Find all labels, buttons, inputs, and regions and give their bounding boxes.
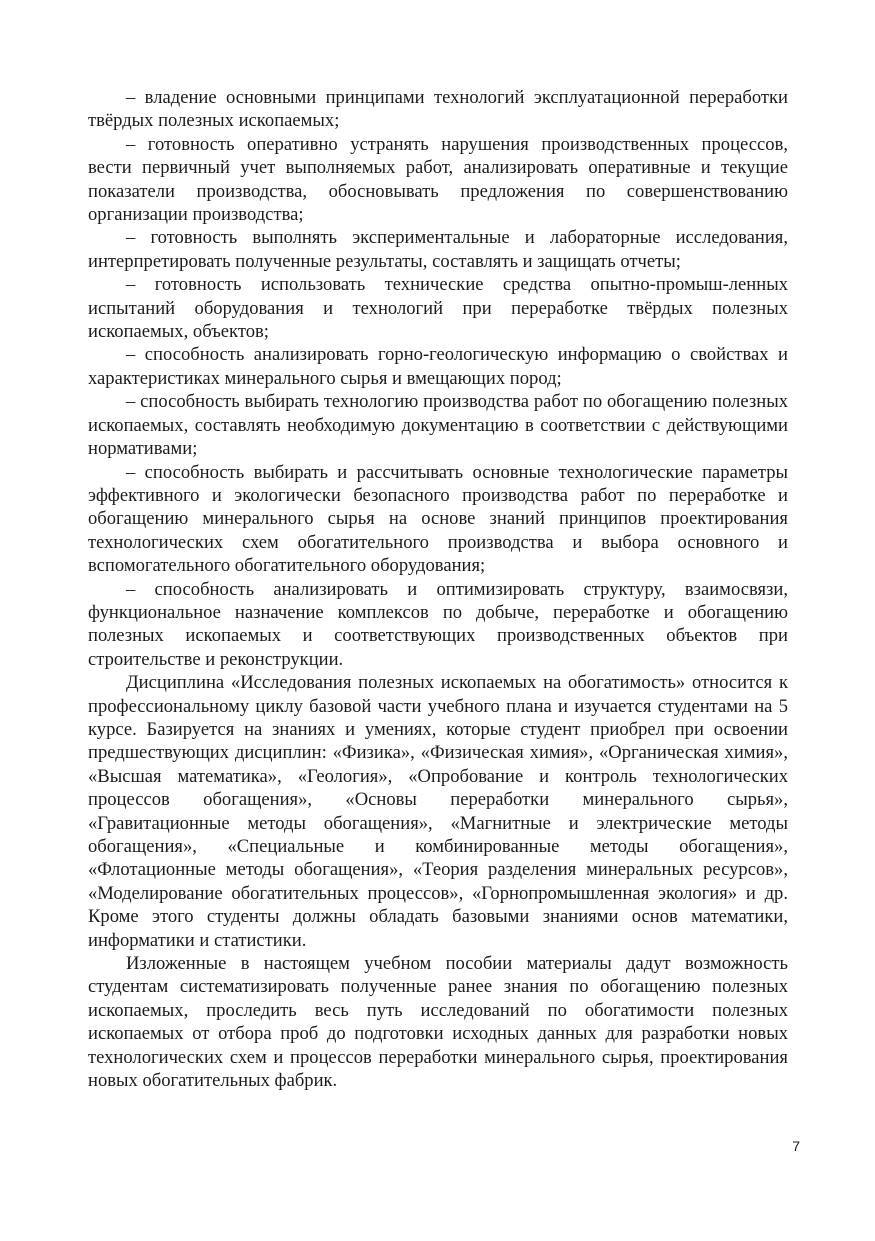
- paragraph-manual-purpose: Изложенные в настоящем учебном пособии материалы дадут возможность студентам систематизировать полученные ранее знания по обогащению полезных ископаемых, проследить весь путь исследований по обогатимости полезных ископаемых от отбора проб до подготовки исходных данных для разработки новых технологических схем и процессов переработки минерального сырья, проектирования новых обогатительных фабрик.: [88, 953, 788, 1092]
- paragraph-competence-4: – готовность использовать технические средства опытно-промыш-ленных испытаний оборудования и технологий при переработке твёрдых полезных ископаемых, объектов;: [88, 274, 788, 343]
- paragraph-competence-8: – способность анализировать и оптимизировать структуру, взаимосвязи, функциональное назначение комплексов по добыче, переработке и обогащению полезных ископаемых и соответствующих производственных объектов при строительстве и реконструкции.: [88, 578, 788, 670]
- text-body: [88, 86, 788, 1092]
- paragraph-competence-1: – владение основными принципами технологий эксплуатационной переработки твёрдых полезных ископаемых;: [88, 87, 788, 132]
- paragraph-competence-6: – способность выбирать технологию производства работ по обогащению полезных ископаемых, составлять необходимую документацию в соответствии с действующими нормативами;: [88, 391, 788, 460]
- paragraph-discipline-description: Дисциплина «Исследования полезных ископаемых на обогатимость» относится к профессиональному циклу базовой части учебного плана и изучается студентами на 5 курсе. Базируется на знаниях и умениях, которые студент приобрел при освоении предшествующих дисциплин: «Физика», «Физическая химия», «Органическая химия», «Высшая математика», «Геология», «Опробование и контроль технологических процессов обогащения», «Основы переработки минерального сырья», «Гравитационные методы обогащения», «Магнитные и электрические методы обогащения», «Специальные и комбинированные методы обогащения», «Флотационные методы обогащения», «Теория разделения минеральных ресурсов», «Моделирование обогатительных процессов», «Горнопромышленная экология» и др. Кроме этого студенты должны обладать базовыми знаниями основ математики, информатики и статистики.: [88, 672, 788, 951]
- paragraph-competence-2: – готовность оперативно устранять нарушения производственных процессов, вести первичный учет выполняемых работ, анализировать оперативные и текущие показатели производства, обосновывать предложения по совершенствованию организации производства;: [88, 133, 788, 226]
- paragraph-competence-3: – готовность выполнять экспериментальные и лабораторные исследования, интерпретировать полученные результаты, составлять и защищать отчеты;: [88, 227, 788, 272]
- page-number: 7: [792, 1138, 800, 1154]
- paragraph-competence-7: – способность выбирать и рассчитывать основные технологические параметры эффективного и экологически безопасного производства работ по переработке и обогащению минерального сырья на основе знаний принципов проектирования технологических схем обогатительного производства и выбора основного и вспомогательного обогатительного оборудования;: [88, 461, 788, 577]
- paragraph-competence-5: – способность анализировать горно-геологическую информацию о свойствах и характеристиках минерального сырья и вмещающих пород;: [88, 344, 788, 389]
